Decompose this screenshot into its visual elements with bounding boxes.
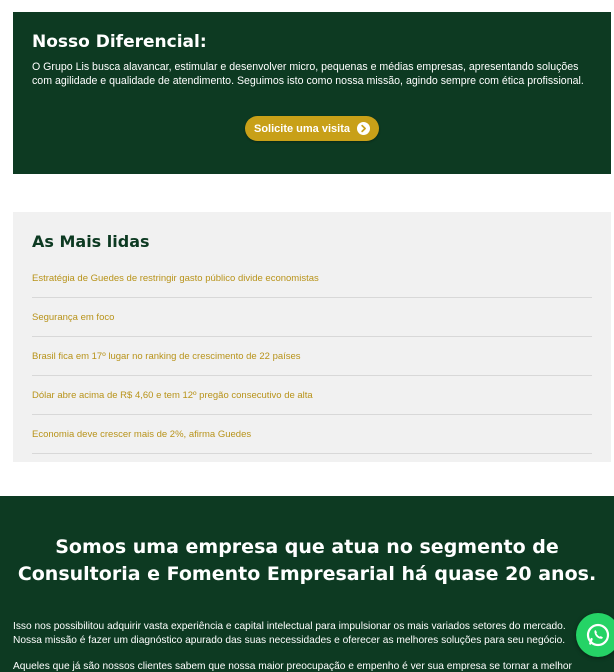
list-item [32, 259, 592, 298]
segmento-paragraph-2: Aqueles que já são nossos clientes sabem que nossa maior preocupação e empenho é ver sua empresa se tornar a melhor [13, 661, 572, 672]
diferencial-section [13, 12, 611, 174]
article-link[interactable]: Dólar abre acima de R$ 4,60 e tem 12º pregão consecutivo de alta [32, 389, 313, 401]
whatsapp-button[interactable] [576, 613, 614, 657]
mais-lidas-section [13, 212, 611, 462]
segmento-section [0, 496, 614, 672]
article-link[interactable]: Brasil fica em 17º lugar no ranking de crescimento de 22 países [32, 350, 301, 362]
article-link[interactable]: Segurança em foco [32, 311, 115, 323]
whatsapp-icon [584, 621, 612, 649]
segmento-heading: Somos uma empresa que atua no segmento de Consultoria e Fomento Empresarial há quase 20 anos. [17, 536, 597, 585]
article-link[interactable]: Economia deve crescer mais de 2%, afirma Guedes [32, 428, 252, 440]
mais-lidas-title: As Mais lidas [32, 232, 150, 251]
mais-lidas-list [32, 259, 592, 454]
solicite-visita-button[interactable] [245, 116, 379, 141]
segmento-paragraph-line2: Nossa missão é fazer um diagnóstico apurado das suas necessidades e oferecer as melhores soluções para seu negócio. [13, 635, 566, 646]
list-item [32, 415, 592, 454]
arrow-right-circle-icon [357, 122, 370, 135]
list-item [32, 298, 592, 337]
article-link[interactable]: Estratégia de Guedes de restringir gasto público divide economistas [32, 272, 319, 284]
segmento-paragraph-line1: Isso nos possibilitou adquirir vasta experiência e capital intelectual para impulsionar os mais variados setores do mercado. [13, 621, 566, 632]
list-item [32, 337, 592, 376]
diferencial-title: Nosso Diferencial: [32, 32, 207, 52]
diferencial-text: O Grupo Lis busca alavancar, estimular e desenvolver micro, pequenas e médias empresas, apresentando soluções com agilidade e qualidade de atendimento. Seguimos isto como nossa missão, agindo sempre com ética profissional. [32, 61, 584, 87]
list-item [32, 376, 592, 415]
segmento-paragraph [13, 620, 614, 648]
solicite-visita-label: Solicite uma visita [254, 122, 350, 135]
